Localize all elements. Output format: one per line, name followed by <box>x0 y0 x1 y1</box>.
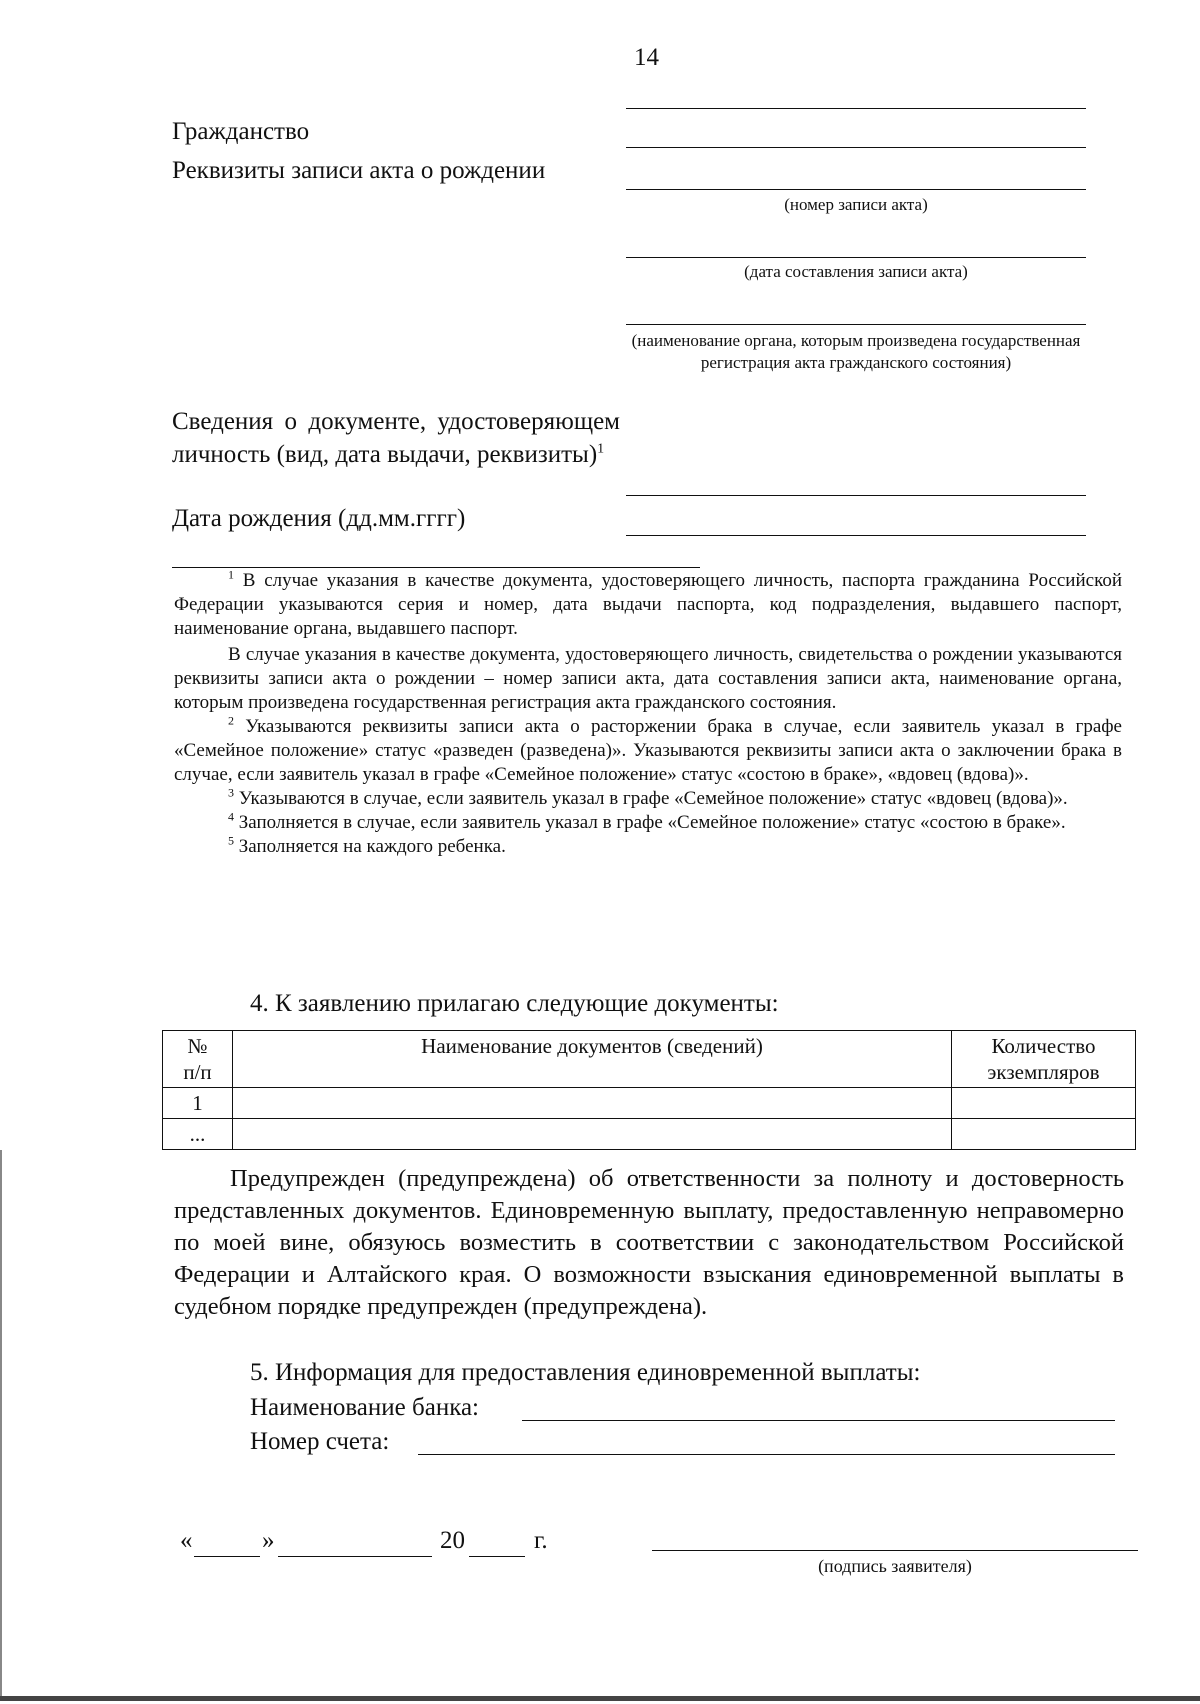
table-row <box>163 1119 1136 1150</box>
date-quote-close: » <box>262 1527 275 1554</box>
identity-doc-footnote-ref: 1 <box>597 441 605 457</box>
row-name-cell[interactable] <box>233 1119 952 1150</box>
row-name-cell[interactable] <box>233 1088 952 1119</box>
date-day-line[interactable] <box>194 1556 260 1557</box>
col-name-header: Наименование документов (сведений) <box>233 1031 952 1088</box>
col-count-header: Количество экземпляров <box>952 1031 1136 1088</box>
date-quote-open: « <box>180 1527 193 1554</box>
table-header-row <box>163 1031 1136 1088</box>
footnote-mark: 3 <box>228 785 234 800</box>
row-num: 1 <box>163 1088 233 1119</box>
date-year-line[interactable] <box>469 1556 525 1557</box>
footnote-2: $^2$ Указываются реквизиты записи акта о расторжении брака в случае, если заявитель указал в графе «Семейное положение» статус «разведен (разведена)». Указываются реквизиты записи акта о заключении брака в случае, если заявитель указал в графе «Семейное положение» статус «состою в браке», «вдовец (вдова)». <box>174 713 1122 785</box>
identity-doc-label <box>172 405 620 471</box>
footnote-3: $^3$ Указываются в случае, если заявитель указал в графе «Семейное положение» статус «вдовец (вдова)». <box>228 785 1068 809</box>
citizenship-line[interactable] <box>626 147 1086 148</box>
caption-record-date: (дата составления записи акта) <box>744 262 968 281</box>
birth-date-line[interactable] <box>626 535 1086 536</box>
col-num-header: № п/п <box>163 1031 233 1088</box>
footnote-4: $^4$ Заполняется в случае, если заявитель указал в графе «Семейное положение» статус «состою в браке». <box>228 809 1066 833</box>
caption-record-number: (номер записи акта) <box>784 195 928 214</box>
scan-edge-bottom <box>0 1696 1200 1701</box>
account-number-line[interactable] <box>418 1454 1115 1455</box>
section5-heading: 5. Информация для предоставления единовременной выплаты: <box>250 1359 921 1386</box>
page-number: 14 <box>634 44 659 71</box>
row-num: ... <box>163 1119 233 1150</box>
footnote-mark: 4 <box>228 809 234 824</box>
bank-label: Наименование банка: <box>250 1394 480 1421</box>
signature-caption: (подпись заявителя) <box>818 1556 972 1576</box>
footnote-separator <box>172 567 700 568</box>
date-year-prefix: 20 <box>440 1527 465 1554</box>
footnote-mark: 1 <box>228 567 234 582</box>
identity-doc-line[interactable] <box>626 495 1086 496</box>
footnote-1-continued: В случае указания в качестве документа, удостоверяющего личность, свидетельства о рождении указываются реквизиты записи акта о рождении – номер записи акта, дата составления записи акта, наименование органа, которым произведена государственная регистрация акта гражданского состояния. <box>174 644 1122 713</box>
citizenship-label: Гражданство <box>172 118 310 145</box>
footnote-mark: 2 <box>228 713 234 728</box>
footnotes <box>174 569 1122 859</box>
record-number-line[interactable] <box>626 189 1086 190</box>
warning-paragraph: Предупрежден (предупреждена) об ответственности за полноту и достоверность представленных документов. Единовременную выплату, предоставленную неправомерно по моей вине, обязуюсь возместить в соответствии с законодательством Российской Федерации и Алтайского края. О возможности взыскания единовременной выплаты в судебном порядке предупрежден (предупреждена). <box>174 1165 1124 1320</box>
row-count-cell[interactable] <box>952 1119 1136 1150</box>
row-count-cell[interactable] <box>952 1088 1136 1119</box>
signature-line[interactable] <box>652 1550 1138 1551</box>
table-row <box>163 1088 1136 1119</box>
caption-registry-body: (наименование органа, которым произведена государственная регистрация акта гражданского состояния) <box>631 331 1081 372</box>
footnote-1: $^1$ В случае указания в качестве документа, удостоверяющего личность, паспорта гражданина Российской Федерации указываются серия и номер, дата выдачи паспорта, код подразделения, выдавшего паспорт, наименование органа, выдавшего паспорт. <box>174 567 1123 639</box>
record-date-line[interactable] <box>626 257 1086 258</box>
registry-body-line[interactable] <box>626 324 1086 325</box>
documents-table <box>162 1030 1136 1150</box>
section4-heading: 4. К заявлению прилагаю следующие документы: <box>250 990 779 1017</box>
scan-edge-left <box>0 1150 2 1696</box>
account-label: Номер счета: <box>250 1428 390 1455</box>
identity-doc-text: Сведения о документе, удостоверяющем личность (вид, дата выдачи, реквизиты) <box>172 408 620 468</box>
birth-record-label: Реквизиты записи акта о рождении <box>172 157 546 184</box>
birth-date-label: Дата рождения (дд.мм.гггг) <box>172 505 466 532</box>
date-year-suffix: г. <box>534 1527 548 1554</box>
bank-name-line[interactable] <box>522 1420 1115 1421</box>
footnote-5: $^5$ Заполняется на каждого ребенка. <box>228 833 506 857</box>
citizenship-line-top <box>626 108 1086 109</box>
footnote-mark: 5 <box>228 833 234 848</box>
date-month-line[interactable] <box>278 1556 432 1557</box>
